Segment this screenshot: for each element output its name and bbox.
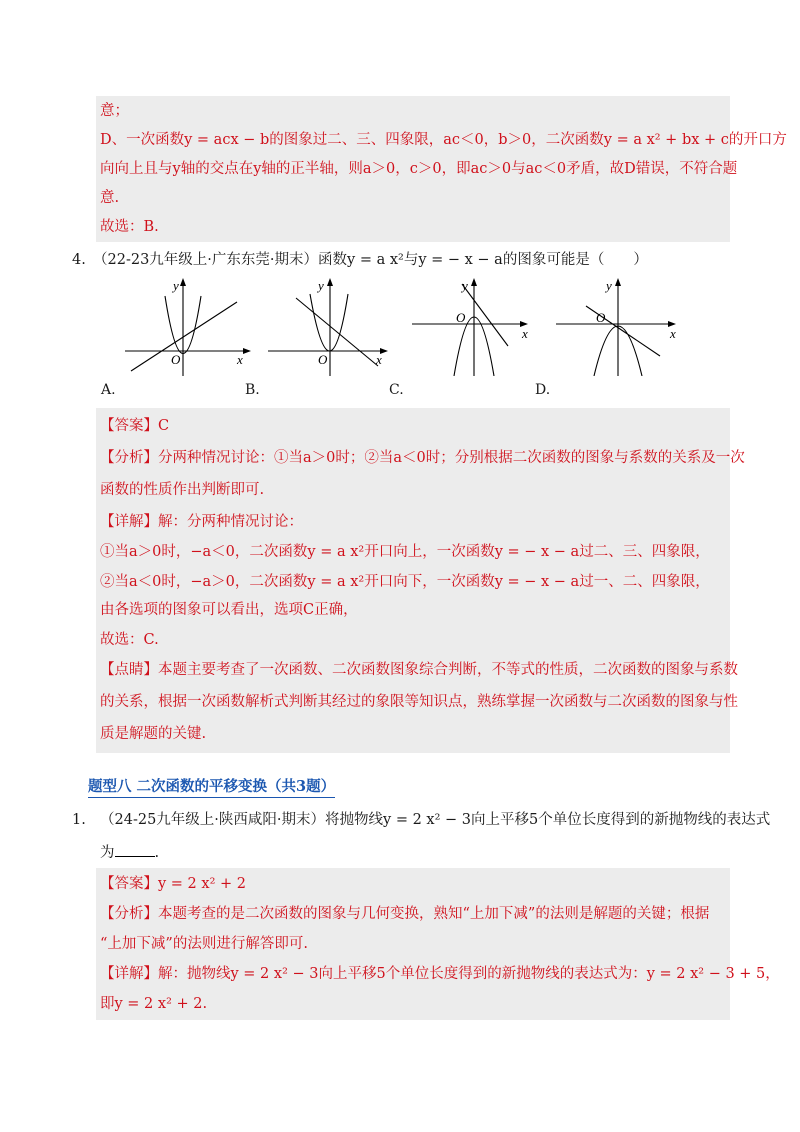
comment-line: 质是解题的关键. (100, 726, 207, 742)
stem-prefix: 为 (100, 845, 115, 861)
section-heading: 题型八 二次函数的平移变换（共3题） (88, 777, 335, 798)
origin-label: O (318, 352, 328, 367)
solution-line: 意. (100, 190, 120, 206)
question-number: 1. (72, 812, 86, 828)
stem-suffix: . (154, 845, 160, 861)
detail-line: 即y = 2 x² + 2. (100, 996, 208, 1012)
option-b-label: B. (245, 382, 260, 398)
option-d-label: D. (535, 382, 551, 398)
axis-label-x: x (670, 326, 676, 341)
analysis-line: “上加下减”的法则进行解答即可. (100, 936, 308, 952)
detail-line: 【详解】解：分两种情况讨论： (100, 514, 303, 530)
answer-blank (115, 842, 155, 857)
detail-line: 【详解】解：抛物线y = 2 x² − 3向上平移5个单位长度得到的新抛物线的表达式为：y = 2 x² − 3 + 5， (100, 966, 780, 982)
solution-line: 向向上且与y轴的交点在y轴的正半轴，则a＞0，c＞0，即ac＞0与ac＜0矛盾，故D错误，不符合题 (100, 161, 738, 177)
comment-line: 【点睛】本题主要考查了一次函数、二次函数图象综合判断，不等式的性质，二次函数的图象与系数 (100, 662, 738, 678)
answer-line: 【答案】y = 2 x² + 2 (100, 876, 246, 892)
axis-label-y: y (606, 278, 612, 293)
graph-option-d (556, 276, 686, 376)
question-stem: （24-25九年级上·陕西咸阳·期末）将抛物线y = 2 x² − 3向上平移5个单位长度得到的新抛物线的表达式 (100, 812, 771, 828)
axis-label-y: y (318, 278, 324, 293)
origin-label: O (456, 310, 466, 325)
question-number: 4. (72, 252, 86, 268)
comment-line: 的关系，根据一次函数解析式判断其经过的象限等知识点，熟练掌握一次函数与二次函数的图象与性 (100, 694, 738, 710)
graph-option-c (412, 276, 542, 376)
detail-line: 由各选项的图象可以看出，选项C正确， (100, 602, 358, 618)
detail-line: ②当a＜0时，−a＞0，二次函数y = a x²开口向下，一次函数y = − x − a过一、二、四象限， (100, 574, 710, 590)
option-a-label: A. (101, 382, 116, 398)
detail-line: ①当a＞0时，−a＜0，二次函数y = a x²开口向上，一次函数y = − x − a过二、三、四象限， (100, 544, 710, 560)
question-stem: （22-23九年级上·广东东莞·期末）函数y = a x²与y = − x − a的图象可能是（ ） (93, 252, 648, 268)
axis-label-x: x (237, 352, 243, 367)
origin-label: O (596, 310, 606, 325)
axis-label-y: y (173, 278, 179, 293)
analysis-line: 【分析】分两种情况讨论：①当a＞0时；②当a＜0时；分别根据二次函数的图象与系数的关系及一次 (100, 450, 745, 466)
detail-line: 故选：C. (100, 632, 159, 648)
analysis-line: 【分析】本题考查的是二次函数的图象与几何变换，熟知“上加下减”的法则是解题的关键；根据 (100, 906, 710, 922)
analysis-line: 函数的性质作出判断即可. (100, 482, 265, 498)
axis-label-y: y (462, 278, 468, 293)
option-c-label: C. (389, 382, 404, 398)
axis-label-x: x (376, 352, 382, 367)
axis-label-x: x (522, 326, 528, 341)
origin-label: O (171, 352, 181, 367)
question-stem-cont (100, 842, 159, 863)
solution-line: 故选：B. (100, 219, 159, 235)
solution-line: D、一次函数y = acx − b的图象过二、三、四象限，ac＜0，b＞0，二次函数y = a x² + bx + c的开口方 (100, 132, 787, 148)
solution-line: 意； (100, 103, 129, 119)
answer-line: 【答案】C (100, 418, 170, 434)
graph-option-b (268, 276, 398, 376)
graph-option-a (125, 276, 255, 376)
